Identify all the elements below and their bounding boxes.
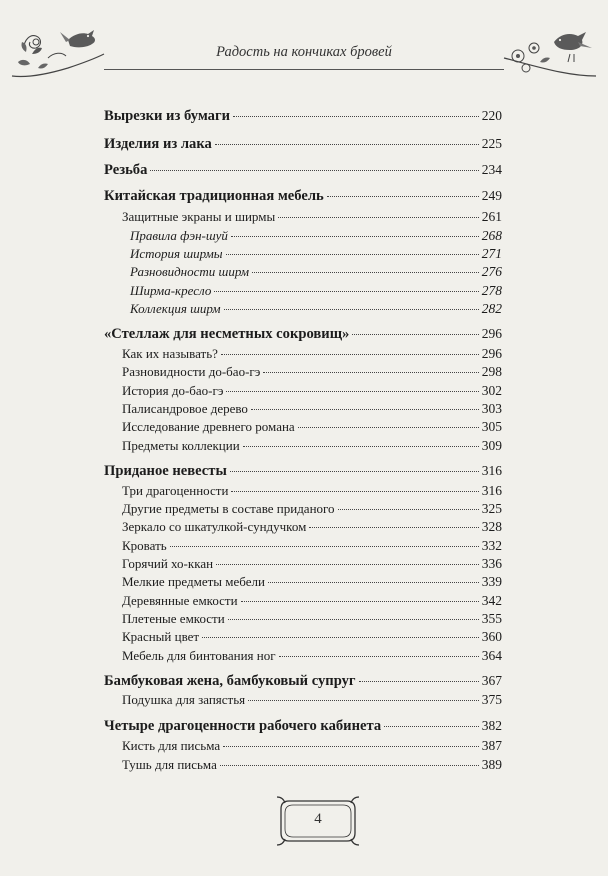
toc-entry	[104, 673, 502, 691]
toc-entry-page: 225	[481, 136, 502, 151]
dot-leader	[231, 491, 478, 492]
toc-entry-page: 325	[481, 501, 502, 516]
dot-leader	[252, 272, 479, 273]
toc-entry-page: 261	[481, 209, 502, 224]
toc-entry	[104, 519, 502, 538]
toc-entry-page: 271	[481, 246, 502, 261]
dot-leader	[170, 546, 479, 547]
toc-entry-title: Вырезки из бумаги	[104, 108, 230, 124]
toc-entry	[104, 538, 502, 557]
toc-entry-page: 387	[481, 738, 502, 753]
toc-entry-page: 298	[481, 364, 502, 379]
dot-leader	[216, 564, 479, 565]
toc-entry	[104, 283, 502, 302]
toc-entry-page: 316	[481, 463, 502, 478]
toc-entry-title: Палисандровое дерево	[122, 401, 248, 416]
dot-leader	[230, 471, 479, 472]
toc-entry-page: 296	[481, 346, 502, 361]
toc-entry-title: Изделия из лака	[104, 136, 212, 152]
toc-entry-page: 382	[481, 718, 502, 733]
toc-entry-page: 339	[481, 574, 502, 589]
toc-entry-page: 249	[481, 188, 502, 203]
toc-entry-page: 355	[481, 611, 502, 626]
dot-leader	[223, 746, 479, 747]
toc-entry-title: «Стеллаж для несметных сокровищ»	[104, 326, 350, 342]
running-header: Радость на кончиках бровей	[216, 44, 392, 60]
dot-leader	[224, 309, 479, 310]
dot-leader	[220, 765, 479, 766]
dot-leader	[327, 196, 479, 197]
toc-entry-title: Другие предметы в составе приданого	[122, 501, 335, 516]
dot-leader	[384, 726, 479, 727]
toc-entry-page: 375	[481, 692, 502, 707]
toc-entry-title: Ширма-кресло	[130, 283, 212, 298]
toc-entry	[104, 364, 502, 383]
toc-entry-title: Три драгоценности	[122, 483, 229, 498]
dot-leader	[226, 254, 479, 255]
toc-entry	[104, 574, 502, 593]
toc-entry-title: Бамбуковая жена, бамбуковый супруг	[104, 673, 356, 689]
dot-leader	[241, 601, 479, 602]
page-number: 4	[314, 811, 322, 827]
toc-entry-page: 234	[481, 162, 502, 177]
dot-leader	[221, 354, 479, 355]
toc-entry-title: Мелкие предметы мебели	[122, 574, 265, 589]
toc-entry-page: 305	[481, 419, 502, 434]
toc-entry	[104, 246, 502, 265]
toc-entry-page: 389	[481, 757, 502, 772]
dot-leader	[263, 372, 478, 373]
toc-entry	[104, 108, 502, 126]
toc-entry	[104, 301, 502, 320]
toc-entry-title: Красный цвет	[122, 629, 200, 644]
bird-flower-ornament-left	[8, 18, 108, 80]
toc-entry	[104, 483, 502, 502]
dot-leader	[278, 217, 479, 218]
toc-entry	[104, 692, 502, 711]
dot-leader	[352, 334, 478, 335]
toc-entry-page: 296	[481, 326, 502, 341]
toc-entry	[104, 738, 502, 757]
dot-leader	[279, 656, 479, 657]
dot-leader	[298, 427, 479, 428]
dot-leader	[268, 582, 479, 583]
dot-leader	[150, 170, 478, 171]
dot-leader	[309, 527, 478, 528]
toc-entry-title: Разновидности ширм	[130, 264, 250, 279]
toc-entry	[104, 463, 502, 481]
dot-leader	[248, 700, 479, 701]
dot-leader	[215, 144, 479, 145]
dot-leader	[214, 291, 478, 292]
toc-entry-page: 316	[481, 483, 502, 498]
toc-entry	[104, 346, 502, 365]
toc-entry-page: 278	[481, 283, 502, 298]
toc-entry-page: 336	[481, 556, 502, 571]
toc-entry-title: Исследование древнего романа	[122, 419, 295, 434]
toc-entry	[104, 501, 502, 520]
toc-entry-title: Тушь для письма	[122, 757, 217, 772]
toc-entry	[104, 162, 502, 180]
toc-entry	[104, 383, 502, 402]
toc-entry-page: 328	[481, 519, 502, 534]
toc-entry-page: 220	[481, 108, 502, 123]
toc-entry-title: История ширмы	[130, 246, 223, 261]
toc-entry	[104, 629, 502, 648]
toc-entry-title: Зеркало со шкатулкой-сундучком	[122, 519, 307, 534]
header-rule	[104, 69, 504, 70]
toc-entry-title: Подушка для запястья	[122, 692, 246, 707]
dot-leader	[226, 391, 478, 392]
toc-entry	[104, 401, 502, 420]
toc-entry-title: Китайская традиционная мебель	[104, 188, 324, 204]
toc-entry-title: Кисть для письма	[122, 738, 221, 753]
toc-entry	[104, 419, 502, 438]
toc-entry-title: Как их называть?	[122, 346, 218, 361]
toc-entry-page: 268	[481, 228, 502, 243]
toc-entry-page: 364	[481, 648, 502, 663]
toc-entry	[104, 209, 502, 228]
toc-entry-title: Кровать	[122, 538, 167, 553]
toc-entry-title: Горячий хо-ккан	[122, 556, 214, 571]
toc-entry-page: 332	[481, 538, 502, 553]
toc-entry-page: 303	[481, 401, 502, 416]
toc-entry	[104, 228, 502, 247]
toc-entry-title: Разновидности до-бао-гэ	[122, 364, 261, 379]
toc-entry-page: 282	[481, 301, 502, 316]
toc-entry-title: Правила фэн-шуй	[130, 228, 228, 243]
dot-leader	[228, 619, 479, 620]
dot-leader	[202, 637, 479, 638]
toc-entry-title: Защитные экраны и ширмы	[122, 209, 276, 224]
toc-entry	[104, 136, 502, 154]
toc-entry	[104, 611, 502, 630]
toc-entry-title: Приданое невесты	[104, 463, 227, 479]
toc-entry-page: 302	[481, 383, 502, 398]
toc-entry	[104, 556, 502, 575]
toc-entry-title: Мебель для бинтования ног	[122, 648, 276, 663]
toc-entry-title: Предметы коллекции	[122, 438, 240, 453]
toc-entry	[104, 188, 502, 206]
dot-leader	[233, 116, 479, 117]
toc-entry	[104, 648, 502, 667]
dot-leader	[231, 236, 479, 237]
bird-flower-ornament-right	[500, 18, 600, 80]
dot-leader	[251, 409, 479, 410]
toc-entry-page: 309	[481, 438, 502, 453]
dot-leader	[338, 509, 479, 510]
toc-entry-title: Резьба	[104, 162, 148, 178]
toc-entry-page: 342	[481, 593, 502, 608]
toc-entry-title: Четыре драгоценности рабочего кабинета	[104, 718, 382, 734]
toc-entry-title: Деревянные емкости	[122, 593, 238, 608]
dot-leader	[243, 446, 479, 447]
toc-entry	[104, 593, 502, 612]
toc-entry	[104, 757, 502, 776]
toc-entry	[104, 326, 502, 344]
toc-entry-title: Коллекция ширм	[130, 301, 221, 316]
toc-entry-page: 276	[481, 264, 502, 279]
toc-entry	[104, 718, 502, 736]
toc-entry-title: Плетеные емкости	[122, 611, 225, 626]
toc-entry	[104, 264, 502, 283]
toc-entry-title: История до-бао-гэ	[122, 383, 224, 398]
dot-leader	[359, 681, 479, 682]
toc-entry	[104, 438, 502, 457]
toc-entry-page: 367	[481, 673, 502, 688]
toc-entry-page: 360	[481, 629, 502, 644]
